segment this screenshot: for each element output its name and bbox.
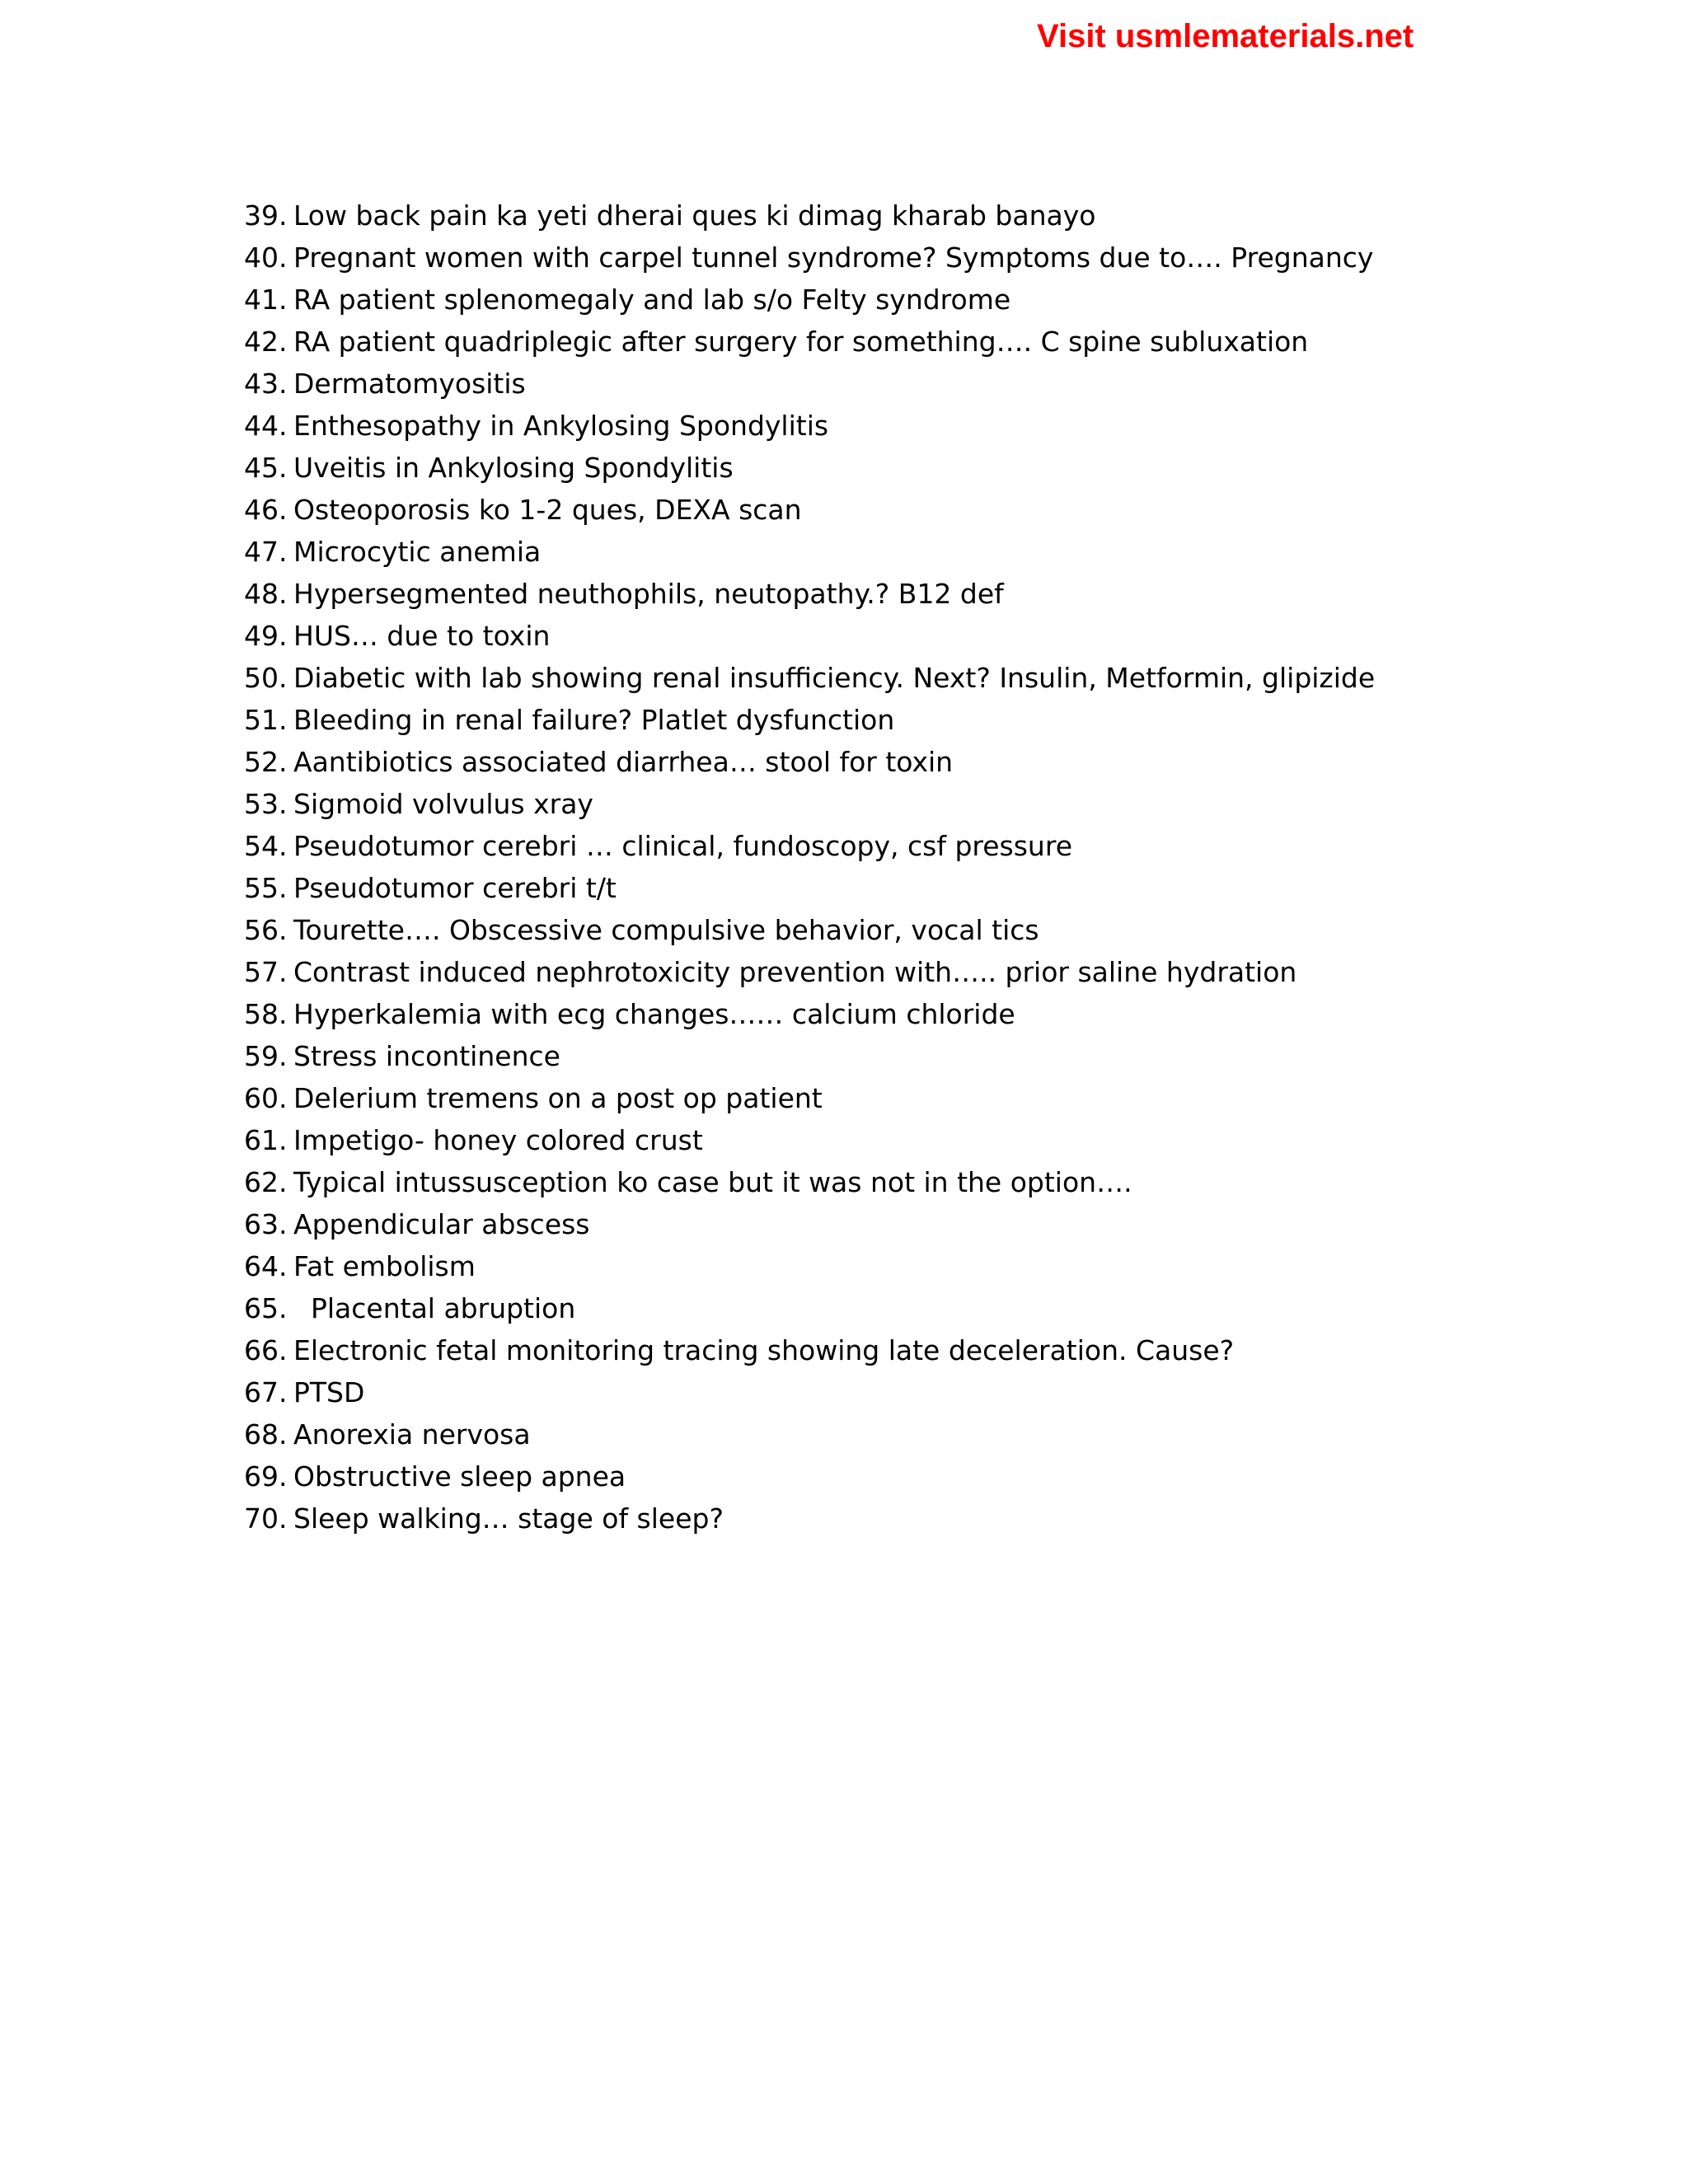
list-item-number: 39. xyxy=(244,199,288,232)
list-item xyxy=(244,909,1375,951)
list-item-number: 45. xyxy=(244,452,288,484)
list-item xyxy=(244,363,1375,405)
list-item-number: 48. xyxy=(244,578,288,610)
list-item xyxy=(244,867,1375,909)
list-item-number: 59. xyxy=(244,1040,288,1072)
list-item-number: 40. xyxy=(244,241,288,274)
list-item-number: 42. xyxy=(244,326,288,358)
list-item-text: Aantibiotics associated diarrhea… stool for toxin xyxy=(293,746,954,778)
list-item-text: Typical intussusception ko case but it was not in the option…. xyxy=(293,1166,1132,1198)
list-item-text: Anorexia nervosa xyxy=(293,1418,531,1451)
list-item-number: 70. xyxy=(244,1502,288,1535)
list-item xyxy=(244,279,1375,321)
list-item xyxy=(244,1497,1375,1540)
list-item-text: Appendicular abscess xyxy=(293,1208,590,1240)
list-item xyxy=(244,1119,1375,1161)
list-item xyxy=(244,405,1375,447)
list-item-text: Placental abruption xyxy=(293,1292,576,1324)
list-item xyxy=(244,1455,1375,1497)
list-item-text: Osteoporosis ko 1-2 ques, DEXA scan xyxy=(293,494,802,526)
list-item-text: Hypersegmented neuthophils, neutopathy.? B12 def xyxy=(293,578,1004,610)
list-item-text: Sleep walking… stage of sleep? xyxy=(293,1502,724,1535)
list-item-text: Enthesopathy in Ankylosing Spondylitis xyxy=(293,410,829,442)
list-item xyxy=(244,1077,1375,1119)
list-item-text: Uveitis in Ankylosing Spondylitis xyxy=(293,452,734,484)
list-item-text: Electronic fetal monitoring tracing showing late deceleration. Cause? xyxy=(293,1334,1235,1366)
list-item xyxy=(244,489,1375,531)
list-item xyxy=(244,1035,1375,1077)
list-item xyxy=(244,699,1375,741)
list-item-text: Pregnant women with carpel tunnel syndrome? Symptoms due to…. Pregnancy xyxy=(293,241,1374,274)
list-item-number: 69. xyxy=(244,1460,288,1493)
list-item-number: 51. xyxy=(244,704,288,736)
list-item-number: 50. xyxy=(244,662,288,694)
header-website-link[interactable]: Visit usmlematerials.net xyxy=(1037,18,1414,54)
list-item-text: Sigmoid volvulus xray xyxy=(293,788,593,820)
list-item-number: 67. xyxy=(244,1376,288,1408)
list-item-number: 66. xyxy=(244,1334,288,1366)
list-item-text: Impetigo- honey colored crust xyxy=(293,1124,703,1156)
list-item-text: Obstructive sleep apnea xyxy=(293,1460,626,1493)
list-item-text: Hyperkalemia with ecg changes…… calcium chloride xyxy=(293,998,1015,1030)
list-item xyxy=(244,1203,1375,1245)
list-item-text: Bleeding in renal failure? Platlet dysfunction xyxy=(293,704,895,736)
list-item xyxy=(244,783,1375,825)
list-item-number: 58. xyxy=(244,998,288,1030)
list-item-number: 64. xyxy=(244,1250,288,1282)
list-item-number: 47. xyxy=(244,536,288,568)
list-item-number: 53. xyxy=(244,788,288,820)
list-item-number: 49. xyxy=(244,620,288,652)
list-item xyxy=(244,951,1375,993)
list-item xyxy=(244,993,1375,1035)
list-item xyxy=(244,237,1375,279)
list-item-text: Microcytic anemia xyxy=(293,536,542,568)
list-item xyxy=(244,573,1375,615)
list-item xyxy=(244,1161,1375,1203)
list-item-number: 52. xyxy=(244,746,288,778)
list-item-number: 46. xyxy=(244,494,288,526)
list-item-text: Contrast induced nephrotoxicity prevention with….. prior saline hydration xyxy=(293,956,1297,988)
list-item-number: 56. xyxy=(244,914,288,946)
list-item-text: HUS… due to toxin xyxy=(293,620,551,652)
list-item xyxy=(244,321,1375,363)
list-item-number: 44. xyxy=(244,410,288,442)
list-item xyxy=(244,615,1375,657)
list-item xyxy=(244,825,1375,867)
list-item-number: 41. xyxy=(244,284,288,316)
list-item-number: 61. xyxy=(244,1124,288,1156)
list-item xyxy=(244,194,1375,237)
list-item xyxy=(244,1413,1375,1455)
list-item xyxy=(244,1329,1375,1371)
question-list xyxy=(244,194,1375,1540)
list-item xyxy=(244,1371,1375,1413)
list-item-text: RA patient splenomegaly and lab s/o Felty syndrome xyxy=(293,284,1011,316)
list-item-text: Fat embolism xyxy=(293,1250,476,1282)
list-item-text: Stress incontinence xyxy=(293,1040,560,1072)
list-item xyxy=(244,1245,1375,1287)
list-item-number: 55. xyxy=(244,872,288,904)
list-item-number: 43. xyxy=(244,368,288,400)
list-item-number: 65. xyxy=(244,1292,288,1324)
list-item-number: 68. xyxy=(244,1418,288,1451)
list-item-number: 57. xyxy=(244,956,288,988)
list-item-text: Diabetic with lab showing renal insufficiency. Next? Insulin, Metformin, glipizide xyxy=(293,662,1376,694)
list-item xyxy=(244,531,1375,573)
list-item xyxy=(244,657,1375,699)
list-item-text: Pseudotumor cerebri … clinical, fundoscopy, csf pressure xyxy=(293,830,1072,862)
list-item-text: PTSD xyxy=(293,1376,365,1408)
list-item-number: 62. xyxy=(244,1166,288,1198)
list-item xyxy=(244,741,1375,783)
list-item-text: Tourette…. Obscessive compulsive behavior, vocal tics xyxy=(293,914,1039,946)
list-item-text: RA patient quadriplegic after surgery for something…. C spine subluxation xyxy=(293,326,1309,358)
list-item-text: Low back pain ka yeti dherai ques ki dimag kharab banayo xyxy=(293,199,1096,232)
list-item-number: 63. xyxy=(244,1208,288,1240)
list-item-text: Dermatomyositis xyxy=(293,368,526,400)
list-item-number: 60. xyxy=(244,1082,288,1114)
list-item-text: Delerium tremens on a post op patient xyxy=(293,1082,823,1114)
list-item xyxy=(244,1287,1375,1329)
list-item-number: 54. xyxy=(244,830,288,862)
list-item xyxy=(244,447,1375,489)
list-item-text: Pseudotumor cerebri t/t xyxy=(293,872,617,904)
